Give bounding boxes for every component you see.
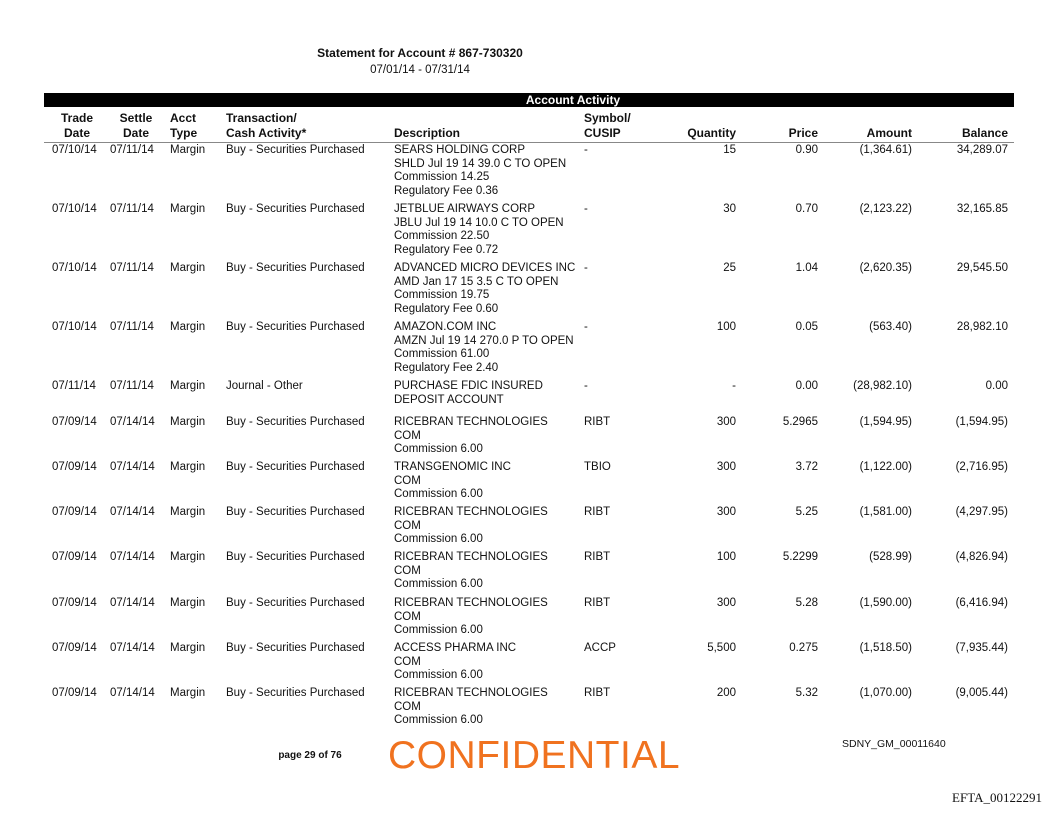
description-cell (394, 461, 584, 502)
header-sym-line2: CUSIP (584, 126, 621, 140)
description-line: Commission 6.00 (394, 669, 483, 681)
header-txn-line1: Transaction/ (226, 111, 297, 125)
header-description: Description (394, 126, 461, 140)
price-cell: 1.04 (795, 262, 818, 274)
quantity-cell: 30 (723, 203, 736, 215)
balance-cell: (4,297.95) (955, 506, 1008, 518)
settle-date-cell: 07/14/14 (110, 416, 155, 428)
transaction-cell: Journal - Other (226, 380, 303, 392)
price-cell: 5.32 (795, 687, 818, 699)
description-line: SEARS HOLDING CORP (394, 144, 525, 156)
description-line: ADVANCED MICRO DEVICES INC (394, 262, 576, 274)
trade-date-cell: 07/10/14 (52, 144, 97, 156)
header-quantity: Quantity (687, 126, 736, 140)
price-cell: 5.2299 (782, 551, 818, 563)
amount-cell: (1,590.00) (859, 597, 912, 609)
acct-type-cell: Margin (170, 506, 206, 518)
quantity-cell: - (732, 380, 736, 392)
transaction-cell: Buy - Securities Purchased (226, 461, 365, 473)
header-acct-line2: Type (170, 126, 198, 140)
efta-number: EFTA_00122291 (952, 790, 1042, 805)
amount-cell: (563.40) (869, 321, 912, 333)
acct-type-cell: Margin (170, 262, 206, 274)
amount-cell: (1,364.61) (859, 144, 912, 156)
transaction-cell: Buy - Securities Purchased (226, 551, 365, 563)
header-acct-type (170, 111, 210, 141)
description-cell (394, 551, 584, 592)
description-line: Regulatory Fee 0.72 (394, 243, 499, 256)
description-line: Commission 6.00 (394, 624, 483, 636)
symbol-cell: RIBT (584, 416, 611, 428)
description-line: RICEBRAN TECHNOLOGIES (394, 597, 548, 609)
trade-date-cell: 07/09/14 (52, 506, 97, 518)
page-number: page 29 of 76 (278, 750, 342, 761)
acct-type-cell: Margin (170, 551, 206, 563)
description-line: COM (394, 519, 421, 532)
settle-date-cell: 07/11/14 (110, 144, 154, 156)
quantity-cell: 100 (716, 321, 736, 333)
header-settle-line2: Date (122, 126, 149, 140)
description-cell (394, 416, 584, 457)
header-symbol-cusip (584, 111, 644, 141)
description-line: Commission 19.75 (394, 289, 490, 301)
acct-type-cell: Margin (170, 597, 206, 609)
header-sym-line1: Symbol/ (584, 111, 631, 125)
description-line: COM (394, 700, 421, 713)
description-line: Regulatory Fee 2.40 (394, 361, 499, 374)
balance-cell: (1,594.95) (955, 416, 1008, 428)
quantity-cell: 300 (716, 416, 736, 428)
description-line: Commission 61.00 (394, 348, 490, 360)
description-line: Commission 6.00 (394, 533, 483, 545)
transaction-cell: Buy - Securities Purchased (226, 144, 365, 156)
description-cell (394, 321, 584, 375)
balance-cell: 32,165.85 (956, 203, 1008, 215)
settle-date-cell: 07/14/14 (110, 551, 155, 563)
trade-date-cell: 07/09/14 (52, 687, 97, 699)
header-settle-date (110, 111, 162, 141)
settle-date-cell: 07/14/14 (110, 461, 155, 473)
price-cell: 5.2965 (782, 416, 818, 428)
quantity-cell: 300 (716, 506, 736, 518)
symbol-cell: - (584, 203, 588, 215)
amount-cell: (1,518.50) (859, 642, 912, 654)
amount-cell: (528.99) (869, 551, 912, 563)
symbol-cell: - (584, 262, 588, 274)
price-cell: 0.275 (789, 642, 818, 654)
description-line: RICEBRAN TECHNOLOGIES (394, 416, 548, 428)
transaction-cell: Buy - Securities Purchased (226, 321, 365, 333)
description-line: DEPOSIT ACCOUNT (394, 393, 504, 406)
description-line: AMD Jan 17 15 3.5 C TO OPEN (394, 275, 559, 288)
acct-type-cell: Margin (170, 687, 206, 699)
acct-type-cell: Margin (170, 380, 206, 392)
balance-cell: (2,716.95) (955, 461, 1008, 473)
description-line: RICEBRAN TECHNOLOGIES (394, 551, 548, 563)
transaction-cell: Buy - Securities Purchased (226, 642, 365, 654)
balance-cell: (6,416.94) (955, 597, 1008, 609)
settle-date-cell: 07/11/14 (110, 380, 154, 392)
header-price: Price (788, 126, 818, 140)
description-line: Commission 6.00 (394, 714, 483, 726)
header-settle-line1: Settle (119, 111, 153, 125)
transaction-cell: Buy - Securities Purchased (226, 687, 365, 699)
header-acct-line1: Acct (170, 111, 197, 125)
description-cell (394, 380, 584, 407)
statement-period: 07/01/14 - 07/31/14 (370, 64, 470, 76)
balance-cell: (4,826.94) (955, 551, 1008, 563)
quantity-cell: 15 (723, 144, 736, 156)
description-line: RICEBRAN TECHNOLOGIES (394, 687, 548, 699)
trade-date-cell: 07/09/14 (52, 551, 97, 563)
amount-cell: (2,123.22) (859, 203, 912, 215)
trade-date-cell: 07/10/14 (52, 203, 97, 215)
header-trade-line2: Date (63, 126, 90, 140)
acct-type-cell: Margin (170, 321, 206, 333)
description-cell (394, 506, 584, 547)
amount-cell: (1,581.00) (859, 506, 912, 518)
balance-cell: 0.00 (985, 380, 1008, 392)
balance-cell: 28,982.10 (956, 321, 1008, 333)
transaction-cell: Buy - Securities Purchased (226, 416, 365, 428)
price-cell: 0.05 (795, 321, 818, 333)
amount-cell: (1,122.00) (859, 461, 912, 473)
description-line: Regulatory Fee 0.36 (394, 184, 499, 197)
description-cell (394, 687, 584, 728)
settle-date-cell: 07/14/14 (110, 687, 155, 699)
description-line: COM (394, 610, 421, 623)
trade-date-cell: 07/09/14 (52, 597, 97, 609)
settle-date-cell: 07/11/14 (110, 262, 154, 274)
acct-type-cell: Margin (170, 416, 206, 428)
description-line: Regulatory Fee 0.60 (394, 302, 499, 315)
description-line: COM (394, 564, 421, 577)
acct-type-cell: Margin (170, 461, 206, 473)
symbol-cell: RIBT (584, 551, 611, 563)
settle-date-cell: 07/14/14 (110, 597, 155, 609)
confidential-stamp: CONFIDENTIAL (388, 734, 681, 777)
balance-cell: (9,005.44) (955, 687, 1008, 699)
description-line: ACCESS PHARMA INC (394, 642, 517, 654)
description-line: JBLU Jul 19 14 10.0 C TO OPEN (394, 216, 564, 229)
trade-date-cell: 07/10/14 (52, 262, 97, 274)
quantity-cell: 25 (723, 262, 736, 274)
description-line: RICEBRAN TECHNOLOGIES (394, 506, 548, 518)
description-line: AMAZON.COM INC (394, 321, 497, 333)
description-line: Commission 6.00 (394, 488, 483, 500)
trade-date-cell: 07/09/14 (52, 642, 97, 654)
price-cell: 3.72 (795, 461, 818, 473)
statement-title: Statement for Account # 867-730320 (317, 46, 523, 60)
transaction-cell: Buy - Securities Purchased (226, 506, 365, 518)
balance-cell: 34,289.07 (956, 144, 1008, 156)
bates-number: SDNY_GM_00011640 (842, 738, 946, 750)
section-title: Account Activity (525, 93, 621, 107)
symbol-cell: - (584, 321, 588, 333)
trade-date-cell: 07/09/14 (52, 416, 97, 428)
quantity-cell: 300 (716, 597, 736, 609)
symbol-cell: - (584, 380, 588, 392)
description-cell (394, 203, 584, 257)
transaction-cell: Buy - Securities Purchased (226, 203, 365, 215)
trade-date-cell: 07/09/14 (52, 461, 97, 473)
description-cell (394, 597, 584, 638)
description-line: TRANSGENOMIC INC (394, 461, 511, 473)
transaction-cell: Buy - Securities Purchased (226, 262, 365, 274)
quantity-cell: 5,500 (707, 642, 736, 654)
trade-date-cell: 07/10/14 (52, 321, 97, 333)
quantity-cell: 100 (716, 551, 736, 563)
amount-cell: (28,982.10) (853, 380, 912, 392)
symbol-cell: - (584, 144, 588, 156)
description-line: PURCHASE FDIC INSURED (394, 380, 543, 392)
settle-date-cell: 07/14/14 (110, 506, 155, 518)
amount-cell: (1,594.95) (859, 416, 912, 428)
amount-cell: (2,620.35) (859, 262, 912, 274)
price-cell: 5.28 (795, 597, 818, 609)
quantity-cell: 200 (716, 687, 736, 699)
settle-date-cell: 07/14/14 (110, 642, 155, 654)
amount-cell: (1,070.00) (859, 687, 912, 699)
header-txn-line2: Cash Activity* (226, 126, 307, 140)
symbol-cell: RIBT (584, 506, 611, 518)
header-trade-date (52, 111, 102, 141)
acct-type-cell: Margin (170, 203, 206, 215)
description-cell (394, 642, 584, 683)
price-cell: 5.25 (795, 506, 818, 518)
header-trade-line1: Trade (60, 111, 93, 125)
header-transaction (226, 111, 386, 141)
section-header-bar (44, 93, 1014, 107)
balance-cell: (7,935.44) (955, 642, 1008, 654)
description-line: AMZN Jul 19 14 270.0 P TO OPEN (394, 334, 574, 347)
acct-type-cell: Margin (170, 642, 206, 654)
header-amount: Amount (866, 126, 912, 140)
price-cell: 0.70 (795, 203, 818, 215)
settle-date-cell: 07/11/14 (110, 203, 154, 215)
symbol-cell: RIBT (584, 687, 611, 699)
balance-cell: 29,545.50 (956, 262, 1008, 274)
description-line: Commission 14.25 (394, 171, 490, 183)
transaction-cell: Buy - Securities Purchased (226, 597, 365, 609)
description-line: SHLD Jul 19 14 39.0 C TO OPEN (394, 157, 567, 170)
settle-date-cell: 07/11/14 (110, 321, 154, 333)
symbol-cell: RIBT (584, 597, 611, 609)
acct-type-cell: Margin (170, 144, 206, 156)
description-cell (394, 144, 584, 198)
price-cell: 0.00 (795, 380, 818, 392)
description-line: COM (394, 655, 421, 668)
description-line: Commission 22.50 (394, 230, 490, 242)
description-line: COM (394, 429, 421, 442)
header-divider (44, 142, 1014, 143)
trade-date-cell: 07/11/14 (52, 380, 96, 392)
symbol-cell: TBIO (584, 461, 611, 473)
description-line: Commission 6.00 (394, 443, 483, 455)
description-cell (394, 262, 584, 316)
description-line: COM (394, 474, 421, 487)
price-cell: 0.90 (795, 144, 818, 156)
quantity-cell: 300 (716, 461, 736, 473)
description-line: JETBLUE AIRWAYS CORP (394, 203, 536, 215)
description-line: Commission 6.00 (394, 578, 483, 590)
header-balance: Balance (961, 126, 1008, 140)
symbol-cell: ACCP (584, 642, 616, 654)
